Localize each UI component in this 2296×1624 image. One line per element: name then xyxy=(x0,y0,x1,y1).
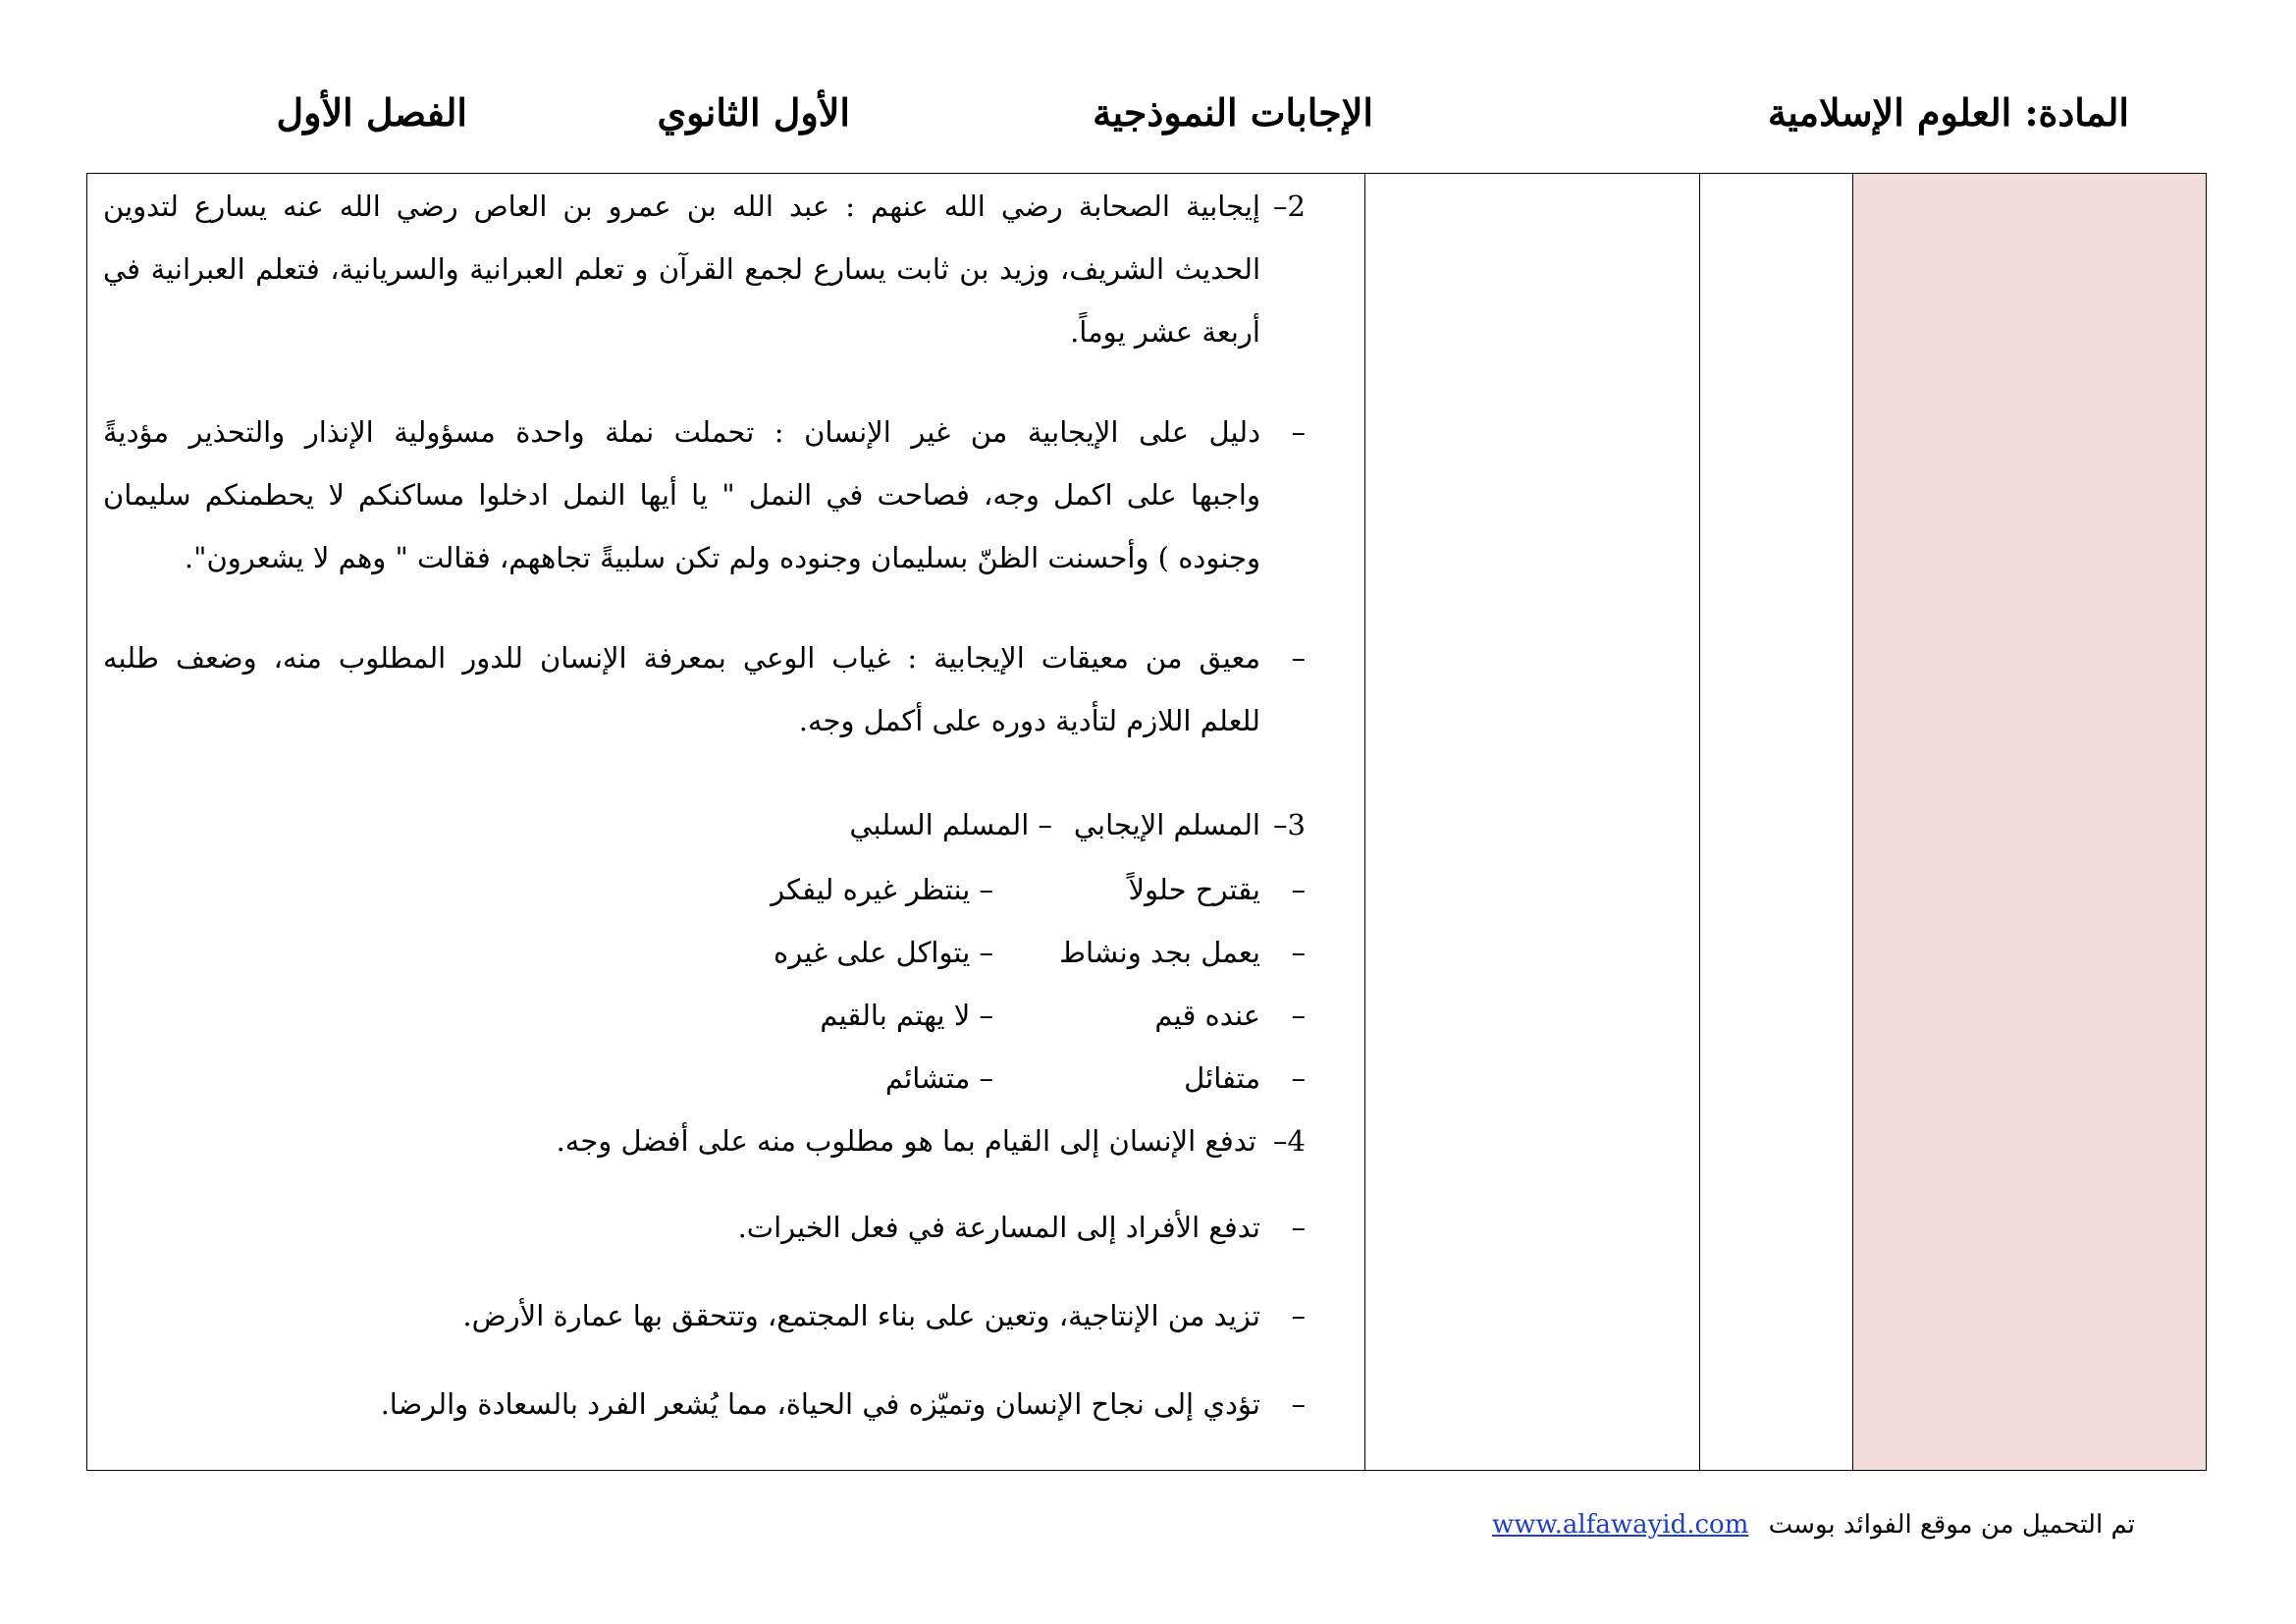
q4-item-3-marker: – xyxy=(1291,1387,1306,1421)
q3-row-3-marker: – xyxy=(1291,999,1306,1032)
q3-row-2-positive: يعمل بجد ونشاط xyxy=(1059,936,1260,969)
footer-website-link[interactable]: www.alfawayid.com xyxy=(1491,1510,1749,1540)
q3-row-4-negative: – متشائم xyxy=(884,1061,993,1095)
negative-muslim-heading: – المسلم السلبي xyxy=(849,808,1052,841)
evidence-marker: – xyxy=(1291,415,1306,449)
page-header xyxy=(0,90,2296,159)
q3-row-4-positive: متفائل xyxy=(1184,1061,1260,1095)
q4-item-2-marker: – xyxy=(1291,1299,1306,1332)
q4-item-3: تؤدي إلى نجاح الإنسان وتميّزه في الحياة، مما يُشعر الفرد بالسعادة والرضا. xyxy=(380,1387,1260,1421)
shaded-column xyxy=(1852,174,2206,1470)
q3-row-1-positive: يقترح حلولاً xyxy=(1128,873,1260,906)
empty-column-narrow xyxy=(1699,174,1852,1470)
q4-first-answer: تدفع الإنسان إلى القيام بما هو مطلوب منه على أفضل وجه. xyxy=(556,1124,1256,1158)
question-3-marker: 3– xyxy=(1273,808,1306,841)
q3-row-1-marker: – xyxy=(1291,873,1306,906)
q2-line-2: الحديث الشريف، وزيد بن ثابت يسارع لجمع القرآن و تعلم العبرانية والسريانية، فتعلم العبرانية في xyxy=(103,252,1260,286)
answer-content xyxy=(87,174,1366,1470)
evidence-line-1: دليل على الإيجابية من غير الإنسان : تحملت نملة واحدة مسؤولية الإنذار والتحذير مؤديةً xyxy=(103,415,1260,449)
term-heading: الفصل الأول xyxy=(276,90,467,135)
question-2-marker: 2– xyxy=(1273,189,1306,223)
q3-row-1-negative: – ينتظر غيره ليفكر xyxy=(771,873,993,906)
q2-line-3: أربعة عشر يوماً. xyxy=(1070,315,1260,349)
empty-column-wide xyxy=(1364,174,1699,1470)
q3-row-3-negative: – لا يهتم بالقيم xyxy=(820,999,993,1032)
answers-table xyxy=(86,173,2207,1471)
q4-item-2: تزيد من الإنتاجية، وتعين على بناء المجتمع، وتتحقق بها عمارة الأرض. xyxy=(462,1299,1260,1332)
page-title: الإجابات النموذجية xyxy=(1093,90,1373,135)
question-4-marker: 4– xyxy=(1273,1124,1306,1158)
page-footer xyxy=(1492,1510,2135,1540)
obstacle-line-1: معيق من معيقات الإيجابية : غياب الوعي بمعرفة الإنسان للدور المطلوب منه، وضعف طلبه xyxy=(103,641,1260,675)
q4-item-1: تدفع الأفراد إلى المسارعة في فعل الخيرات. xyxy=(737,1211,1260,1244)
q3-row-4-marker: – xyxy=(1291,1061,1306,1095)
q3-row-2-marker: – xyxy=(1291,936,1306,969)
footer-download-text: تم التحميل من موقع الفوائد بوست xyxy=(1768,1510,2135,1540)
q3-row-2-negative: – يتواكل على غيره xyxy=(774,936,993,969)
subject-heading: المادة: العلوم الإسلامية xyxy=(1767,90,2129,135)
q3-row-3-positive: عنده قيم xyxy=(1154,999,1260,1032)
positive-muslim-heading: المسلم الإيجابي xyxy=(1073,808,1260,841)
obstacle-line-2: للعلم اللازم لتأدية دوره على أكمل وجه. xyxy=(798,704,1260,737)
q2-line-1: إيجابية الصحابة رضي الله عنهم : عبد الله بن عمرو بن العاص رضي الله عنه يسارع لتدوين xyxy=(103,189,1260,223)
obstacle-marker: – xyxy=(1291,641,1306,675)
evidence-line-3: وجنوده ) وأحسنت الظنّ بسليمان وجنوده ولم تكن سلبيةً تجاههم، فقالت " وهم لا يشعرون". xyxy=(184,541,1260,574)
evidence-line-2: واجبها على اكمل وجه، فصاحت في النمل " يا أيها النمل ادخلوا مساكنكم لا يحطمنكم سليمان xyxy=(103,478,1260,512)
q4-item-1-marker: – xyxy=(1291,1211,1306,1244)
answer-content-column xyxy=(87,174,1366,1470)
grade-heading: الأول الثانوي xyxy=(657,90,850,135)
